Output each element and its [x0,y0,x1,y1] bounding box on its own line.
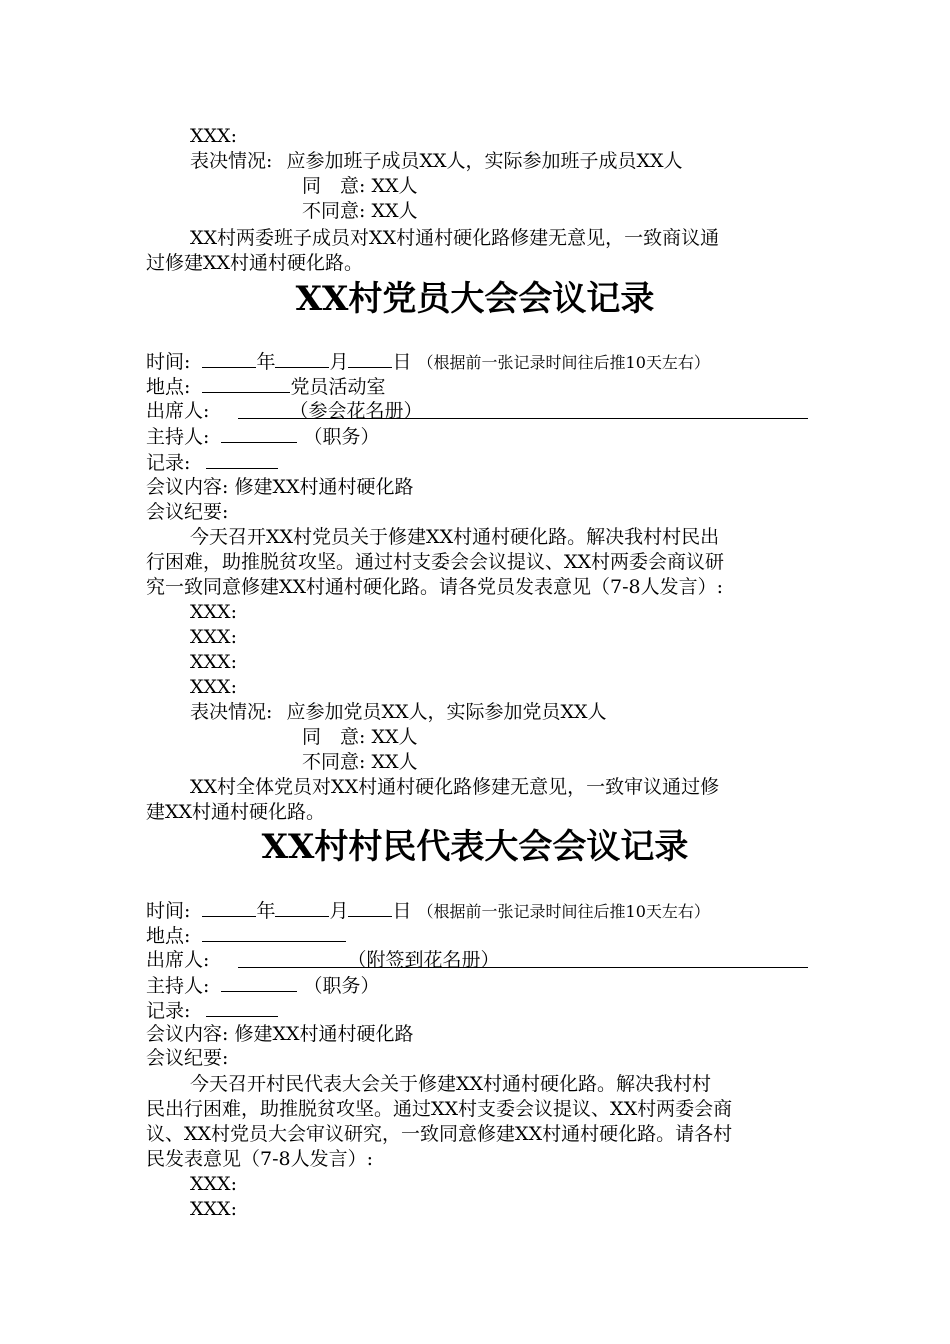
speaker-line: XXX: [190,601,237,623]
vote-label: 表决情况: [190,150,273,172]
place-label: 地点: [146,925,191,947]
host-value: （职务） [303,426,380,448]
content-line: 会议内容: 修建XX村通村硬化路 [146,476,414,498]
recorder-blank [206,998,278,1017]
day-blank [348,898,392,917]
conclusion-line-1: XX村全体党员对XX村通村硬化路修建无意见，一致审议通过修 [190,776,720,798]
place-blank [202,374,290,393]
minutes-para-2: 民出行困难，助推脱贫攻坚。通过XX村支委会议提议、XX村两委会商 [146,1098,733,1120]
speaker-line: XXX: [190,1198,237,1220]
recorder-label: 记录: [146,1000,191,1022]
attendees-line [146,399,422,424]
minutes-label: 会议纪要: [146,501,229,523]
month-blank [275,898,329,917]
month-blank [275,349,329,368]
conclusion-line-1: XX村两委班子成员对XX村通村硬化路修建无意见，一致商议通 [190,227,720,249]
attendees-value: （附签到花名册） [347,949,500,971]
speaker-line: XXX: [190,676,237,698]
month-label: 月 [329,351,349,373]
attendees-label: 出席人: [146,400,210,422]
year-blank [202,349,256,368]
place-label: 地点: [146,376,191,398]
year-label: 年 [256,900,276,922]
speaker-line: XXX: [190,651,237,673]
attendees-value: （参会花名册） [289,400,423,422]
villager-meeting-title: XX村村民代表大会会议记录 [261,827,689,867]
minutes-para-1: 今天召开XX村党员关于修建XX村通村硬化路。解决我村村民出 [190,526,720,548]
vote-line [190,700,607,725]
vote-text: 应参加班子成员XX人，实际参加班子成员XX人 [286,150,683,172]
minutes-para-1: 今天召开村民代表大会关于修建XX村通村硬化路。解决我村村 [190,1073,712,1095]
minutes-para-2: 行困难，助推脱贫攻坚。通过村支委会会议提议、XX村两委会商议研 [146,551,725,573]
minutes-para-3: 议、XX村党员大会审议研究，一致同意修建XX村通村硬化路。请各村 [146,1123,733,1145]
host-blank [221,973,297,992]
speaker-line: XXX: [190,626,237,648]
day-label: 日 [392,351,412,373]
host-blank [221,424,297,443]
place-blank [202,923,346,942]
attendees-underline [238,418,808,419]
agree-line: 同 意: XX人 [302,175,418,197]
host-line [146,424,380,450]
attendees-line [146,948,499,973]
time-line [146,349,710,375]
minutes-label: 会议纪要: [146,1047,229,1069]
conclusion-line-2: 过修建XX村通村硬化路。 [146,252,364,274]
host-value: （职务） [303,975,380,997]
speaker-line: XXX: [190,1173,237,1195]
content-line: 会议内容: 修建XX村通村硬化路 [146,1023,414,1045]
recorder-label: 记录: [146,452,191,474]
disagree-line: 不同意: XX人 [302,751,418,773]
time-note: （根据前一张记录时间往后推10天左右） [417,902,710,921]
disagree-line: 不同意: XX人 [302,200,418,222]
host-line [146,973,380,999]
year-blank [202,898,256,917]
year-label: 年 [256,351,276,373]
month-label: 月 [329,900,349,922]
place-line [146,374,385,400]
time-label: 时间: [146,900,191,922]
day-label: 日 [392,900,412,922]
host-label: 主持人: [146,426,210,448]
minutes-para-4: 民发表意见（7-8人发言）: [146,1148,373,1170]
agree-line: 同 意: XX人 [302,726,418,748]
day-blank [348,349,392,368]
speaker-line: XXX: [190,125,237,147]
place-line [146,923,346,949]
host-label: 主持人: [146,975,210,997]
place-value: 党员活动室 [290,376,386,398]
attendees-label: 出席人: [146,949,210,971]
recorder-line [146,450,278,476]
time-line [146,898,710,924]
recorder-blank [206,450,278,469]
minutes-para-3: 究一致同意修建XX村通村硬化路。请各党员发表意见（7-8人发言）: [146,576,724,598]
time-label: 时间: [146,351,191,373]
conclusion-line-2: 建XX村通村硬化路。 [146,801,326,823]
vote-label: 表决情况: [190,701,273,723]
vote-line [190,149,683,174]
attendees-underline [238,967,808,968]
recorder-line [146,998,278,1024]
vote-text: 应参加党员XX人，实际参加党员XX人 [286,701,607,723]
party-meeting-title: XX村党员大会会议记录 [295,279,655,319]
time-note: （根据前一张记录时间往后推10天左右） [417,353,710,372]
